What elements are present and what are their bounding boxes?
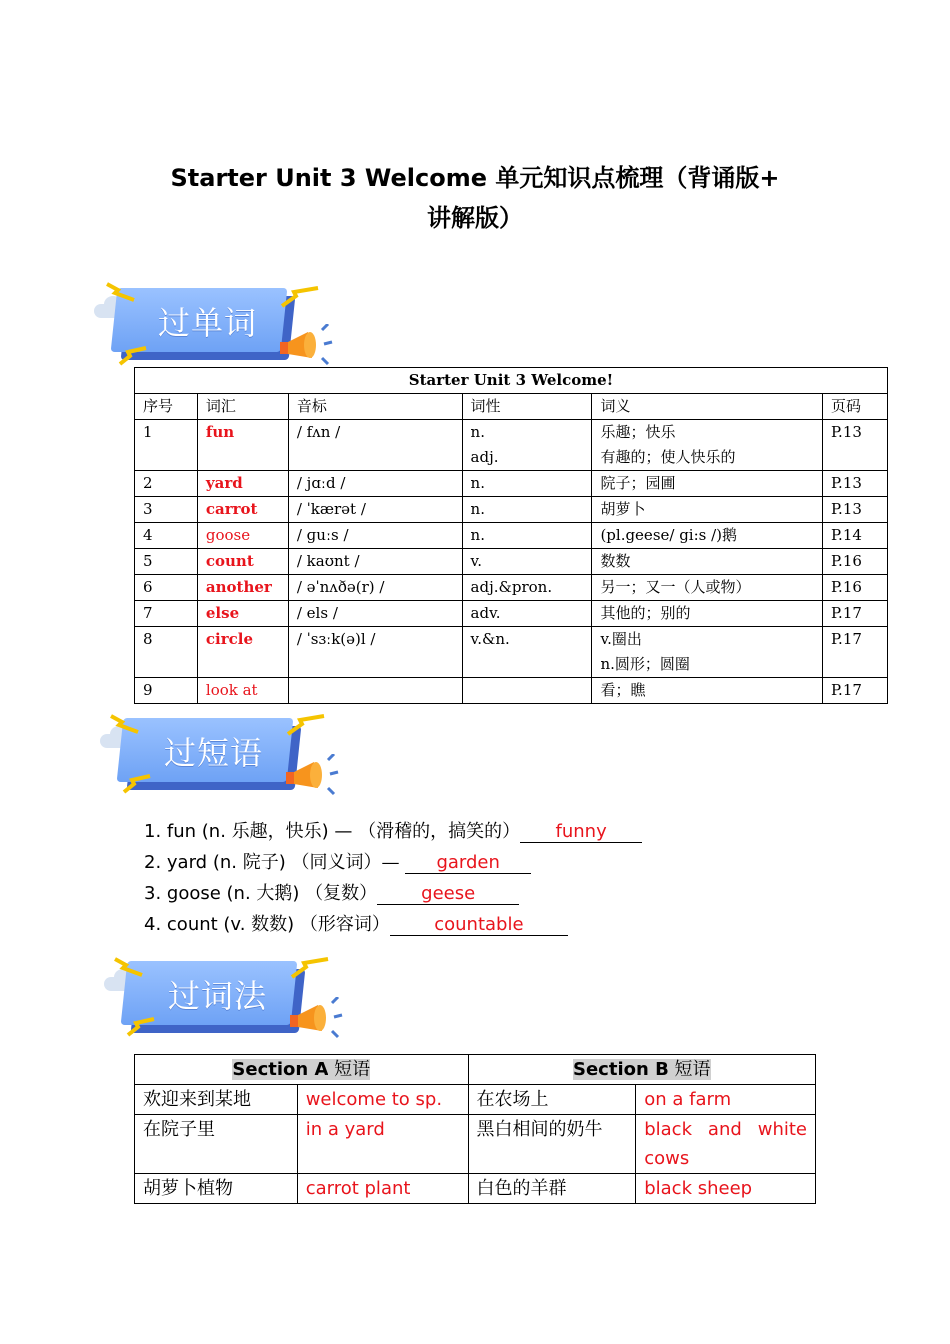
lightning-icon	[280, 286, 308, 302]
row-page: P.16	[823, 575, 888, 601]
lightning-icon	[122, 774, 150, 790]
lightning-icon	[118, 346, 146, 362]
header-phonetic: 音标	[288, 394, 462, 420]
row-page: P.13	[823, 420, 888, 471]
row-page: P.14	[823, 523, 888, 549]
row-index: 1	[135, 420, 198, 471]
row-page: P.16	[823, 549, 888, 575]
list-item: 1. fun (n. 乐趣，快乐) — （滑稽的，搞笑的） funny	[144, 816, 642, 847]
table-row	[135, 497, 888, 523]
vocabulary-table	[134, 367, 888, 704]
header-meaning: 词义	[592, 394, 823, 420]
table-row	[135, 523, 888, 549]
table-caption: Starter Unit 3 Welcome!	[135, 368, 888, 394]
row-meaning: 数数	[592, 549, 823, 575]
phrase-list	[144, 816, 642, 940]
row-phonetic: / els /	[288, 601, 462, 627]
row-word: carrot	[197, 497, 288, 523]
table-header-row	[135, 1055, 816, 1085]
header-pos: 词性	[462, 394, 592, 420]
row-word: circle	[197, 627, 288, 678]
row-pos: v.	[462, 549, 592, 575]
banner-label: 过单词	[158, 304, 258, 342]
row-pos: n.	[462, 523, 592, 549]
banner-words	[100, 282, 350, 377]
row-pos: n.	[462, 497, 592, 523]
row-meaning: 其他的；别的	[592, 601, 823, 627]
table-caption-row	[135, 368, 888, 394]
row-page: P.17	[823, 601, 888, 627]
header-index: 序号	[135, 394, 198, 420]
table-row	[135, 471, 888, 497]
row-index: 7	[135, 601, 198, 627]
row-meaning: 乐趣；快乐 有趣的；使人快乐的	[592, 420, 823, 471]
row-page: P.17	[823, 678, 888, 704]
header-word: 词汇	[197, 394, 288, 420]
table-row: 欢迎来到某地 welcome to sp. 在农场上 on a farm	[135, 1085, 816, 1115]
document-title	[100, 158, 850, 238]
row-word: fun	[197, 420, 288, 471]
row-phonetic	[288, 678, 462, 704]
row-phonetic: / əˈnʌðə(r) /	[288, 575, 462, 601]
row-meaning: 院子；园圃	[592, 471, 823, 497]
row-word: goose	[197, 523, 288, 549]
row-index: 3	[135, 497, 198, 523]
row-index: 8	[135, 627, 198, 678]
row-meaning: v.圈出 n.圆形；圆圈	[592, 627, 823, 678]
table-header-row	[135, 394, 888, 420]
row-meaning: (pl.geese/ gi:s /)鹅	[592, 523, 823, 549]
row-index: 2	[135, 471, 198, 497]
row-meaning: 另一；又一（人或物）	[592, 575, 823, 601]
row-word: another	[197, 575, 288, 601]
list-item: 3. goose (n. 大鹅) （复数） geese	[144, 878, 642, 909]
table-row: 在院子里 in a yard 黑白相间的奶牛 black and white cows	[135, 1115, 816, 1174]
lightning-icon	[106, 282, 134, 298]
table-row	[135, 627, 888, 678]
lightning-icon	[286, 714, 314, 730]
lightning-icon	[110, 714, 138, 730]
answer-blank: funny	[520, 822, 642, 843]
title-line-1: Starter Unit 3 Welcome 单元知识点梳理（背诵版+	[170, 164, 780, 192]
row-page: P.13	[823, 497, 888, 523]
table-row	[135, 575, 888, 601]
row-phonetic: / ɡuːs /	[288, 523, 462, 549]
row-phonetic: / ˈkærət /	[288, 497, 462, 523]
table-row	[135, 601, 888, 627]
row-index: 6	[135, 575, 198, 601]
list-item: 2. yard (n. 院子) （同义词）— garden	[144, 847, 642, 878]
megaphone-icon	[288, 997, 344, 1047]
row-page: P.13	[823, 471, 888, 497]
row-word: else	[197, 601, 288, 627]
row-pos: adv.	[462, 601, 592, 627]
header-page: 页码	[823, 394, 888, 420]
table-row	[135, 678, 888, 704]
row-meaning: 看；瞧	[592, 678, 823, 704]
row-phonetic: / ˈsɜːk(ə)l /	[288, 627, 462, 678]
row-word: count	[197, 549, 288, 575]
row-pos: adj.&pron.	[462, 575, 592, 601]
banner-label: 过词法	[168, 977, 268, 1015]
megaphone-icon	[284, 754, 340, 804]
row-index: 4	[135, 523, 198, 549]
lightning-icon	[126, 1017, 154, 1033]
table-row	[135, 549, 888, 575]
list-item: 4. count (v. 数数) （形容词） countable	[144, 909, 642, 940]
banner-phrases	[106, 712, 356, 807]
banner-grammar	[110, 955, 360, 1050]
table-row: 胡萝卜植物 carrot plant 白色的羊群 black sheep	[135, 1174, 816, 1204]
row-index: 9	[135, 678, 198, 704]
row-pos: n. adj.	[462, 420, 592, 471]
row-word: look at	[197, 678, 288, 704]
row-meaning: 胡萝卜	[592, 497, 823, 523]
answer-blank: countable	[390, 915, 568, 936]
header-section-b: Section B 短语	[468, 1055, 815, 1085]
header-section-a: Section A 短语	[135, 1055, 469, 1085]
row-pos: n.	[462, 471, 592, 497]
row-page: P.17	[823, 627, 888, 678]
title-line-2: 讲解版）	[427, 204, 523, 232]
answer-blank: geese	[377, 884, 519, 905]
answer-blank: garden	[405, 853, 531, 874]
lightning-icon	[114, 957, 142, 973]
row-pos: v.&n.	[462, 627, 592, 678]
row-phonetic: / kaʊnt /	[288, 549, 462, 575]
row-phonetic: / fʌn /	[288, 420, 462, 471]
row-index: 5	[135, 549, 198, 575]
row-word: yard	[197, 471, 288, 497]
banner-label: 过短语	[164, 734, 264, 772]
table-row	[135, 420, 888, 471]
row-phonetic: / jɑːd /	[288, 471, 462, 497]
row-pos	[462, 678, 592, 704]
lightning-icon	[290, 957, 318, 973]
phrase-table	[134, 1054, 816, 1204]
